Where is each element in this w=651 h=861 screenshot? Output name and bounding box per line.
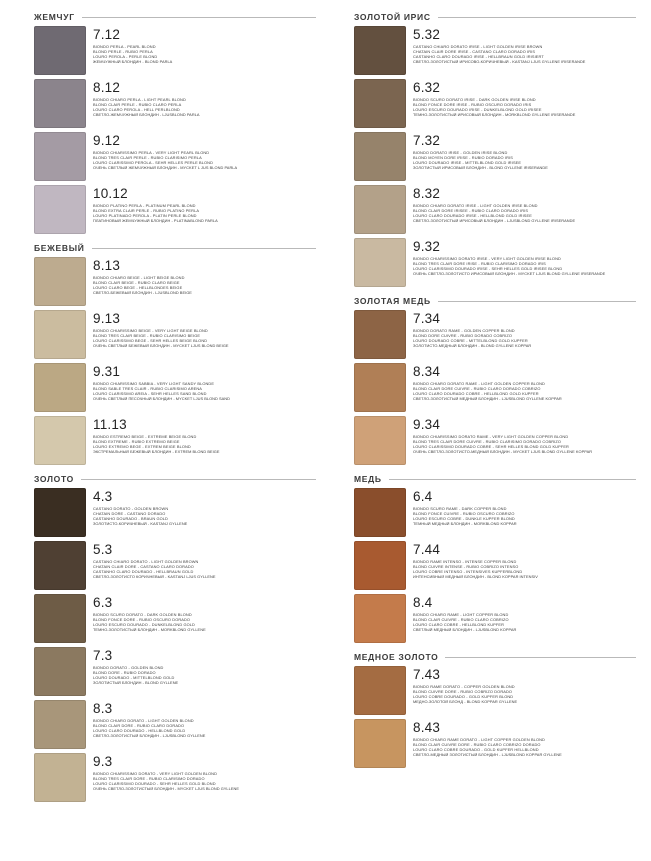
shade-description-line: BIONDO CHIARO DORATO - LIGHT GOLDEN BLOND (93, 719, 194, 723)
shade-descriptions (413, 685, 636, 705)
shade-descriptions (413, 151, 636, 171)
shade-code: 7.12 (93, 27, 121, 42)
shade-descriptions (413, 435, 636, 455)
color-swatch (354, 238, 406, 287)
shade-description-line: ЗОЛОТИСТЫЙ БЛОНДИН - BLOND GYLLENE (93, 680, 179, 685)
color-swatch (34, 416, 86, 465)
shade-code: 9.3 (93, 754, 113, 769)
shade-description-line: LOURO COBRE INTENSO - INTENSIVES KUPFERBLOND (413, 569, 523, 574)
shade-info (86, 26, 316, 65)
shade-info (406, 26, 636, 65)
shade-code: 9.32 (413, 239, 441, 254)
shade-description-line: LOURO CLARISSIMO AREIA - SEHR HELLES SAND BLOND (93, 391, 207, 396)
shade-description-line: BIONDO RAME DORATO - COPPER GOLDEN BLOND (413, 685, 515, 689)
color-swatch (354, 132, 406, 181)
shade-description-line: CHATAIN CLAIR DORE - CASTANO CLARO DORADO (93, 564, 194, 569)
shade-description-line: BIONDO DORATO IRISE - GOLDEN IRISE BLOND (413, 151, 508, 155)
group-title: МЕДЬ (354, 474, 382, 484)
shade-descriptions (93, 666, 316, 686)
shade-description-line: LOURO COBRE DOURADO - GOLD KUPFER BLOND (413, 694, 514, 699)
shade-row (330, 416, 636, 468)
shade-description-line: BIONDO CHIARO DORATO RAME - LIGHT GOLDEN COPPER BLOND (413, 382, 545, 386)
shade-description-line: СВЕТЛО-БЕЖЕВЫЙ БЛОНДИН - LJUSBLOND BEIGE (93, 290, 192, 295)
shade-code: 8.4 (413, 595, 433, 610)
shade-description-line: СВЕТЛО-ЗОЛОТИСТО КОРИЧНЕВЫЙ - KASTANJ LJUS GYLLENE (93, 574, 216, 579)
shade-description-line: BLOND DORE CUIVRE - RUBIO DORADO COBRIZO (413, 333, 513, 338)
shade-description-line: СВЕТЛО-ЗОЛОТИСТЫЙ ИРИСОВО-КОРИЧНЕВЫЙ - KASTANJ LJUS GYLLENE IRISERANDE (413, 59, 586, 64)
color-swatch (34, 363, 86, 412)
left-column (10, 6, 316, 861)
shade-description-line: BIONDO SCURO DORATO - DARK GOLDEN BLOND (93, 613, 192, 617)
shade-description-line: ТЕМНО-ЗОЛОТИСТЫЙ ИРИСОВЫЙ БЛОНДИН - MORKBLOND GYLLENE IRISERANDE (413, 112, 576, 117)
shade-descriptions (93, 98, 316, 118)
shade-description-line: BLOND CUIVRE DORE - RUBIO COBRIZO DORADO (413, 689, 513, 694)
shade-info (406, 541, 636, 580)
shade-code: 8.12 (93, 80, 121, 95)
shade-description-line: LOURO CLARO PEROLA - HELL PERLBLOND (93, 107, 180, 112)
group-divider (92, 248, 316, 249)
shade-row (330, 666, 636, 718)
shade-description-line: ОЧЕНЬ СВЕТЛЫЙ БЕЖЕВЫЙ БЛОНДИН - MYCKET LJUS BLOND BEIGE (93, 343, 229, 348)
shade-description-line: BIONDO CHIARISSIMO DORATO - VERY LIGHT GOLDEN BLOND (93, 772, 218, 776)
shade-info (86, 79, 316, 118)
shade-info (86, 363, 316, 402)
shade-description-line: LOURO PLATINADO PEROLA - PLATIN PERLE BLOND (93, 213, 197, 218)
right-column (330, 6, 636, 861)
shade-description-line: ИНТЕНСИВНЫЙ МЕДНЫЙ БЛОНДИН - BLOND KOPPAR INTENSIV (413, 574, 538, 579)
shade-descriptions (413, 738, 636, 758)
shade-description-line: ОЧЕНЬ СВЕТЛО-ЗОЛОТИСТЫЙ БЛОНДИН - MYCKET LJUS BLOND GYLLENE (93, 786, 239, 791)
shade-code: 8.32 (413, 186, 441, 201)
shade-info (406, 363, 636, 402)
shade-info (86, 310, 316, 349)
shade-code: 8.43 (413, 720, 441, 735)
shade-description-line: LOURO ESCURO DOURADO IRISE - DUNKELBLOND GOLD IRISEE (413, 107, 542, 112)
group-divider (438, 17, 636, 18)
shade-row (330, 594, 636, 646)
color-swatch (354, 416, 406, 465)
shade-description-line: LOURO DOURADO COBRE - MITTELBLOND GOLD KUPFER (413, 338, 528, 343)
shade-code: 9.34 (413, 417, 441, 432)
shade-description-line: СВЕТЛЫЙ МЕДНЫЙ БЛОНДИН - LJUSBLOND KOPPAR (413, 627, 517, 632)
shade-description-line: LOURO CLARO DOURADO COBRE - HELLBLOND GOLD KUPFER (413, 391, 539, 396)
shade-descriptions (93, 45, 316, 65)
shade-descriptions (93, 772, 316, 792)
shade-description-line: BLOND TRES CLAIR PERLE - RUBIO CLARISIMO PERLA (93, 155, 202, 160)
group-header (354, 652, 636, 662)
shade-description-line: СВЕТЛО-ЖЕМЧУЖНЫЙ БЛОНДИН - LJUSBLOND PARLA (93, 112, 200, 117)
color-swatch (34, 257, 86, 306)
shade-description-line: BLOND CLAIR DORE CUIVRE - RUBIO CLARO DORADO COBRIZO (413, 386, 541, 391)
shade-description-line: CASTANHO CLARO DOURADO IRISE - HELLBRAUN GOLD IRISIERT (413, 54, 544, 59)
shade-description-line: CASTANO DORATO - GOLDEN BROWN (93, 507, 169, 511)
color-swatch (354, 363, 406, 412)
shade-description-line: CASTANO CHIARO DORATO - LIGHT GOLDEN BROWN (93, 560, 199, 564)
shade-description-line: BIONDO CHIARO BEIGE - LIGHT BEIGE BLOND (93, 276, 185, 280)
shade-description-line: BLOND PERLE - RUBIO PERLA (93, 49, 153, 54)
shade-description-line: BLOND MOYEN DORE IRISE - RUBIO DORADO IRIS (413, 155, 513, 160)
shade-descriptions (413, 507, 636, 527)
shade-description-line: BLOND CLAIR PERLE - RUBIO CLARO PERLA (93, 102, 182, 107)
shade-description-line: BLOND DORE - RUBIO DORADO (93, 670, 156, 675)
shade-description-line: BIONDO CHIARISSIMO BEIGE - VERY LIGHT BEIGE BLOND (93, 329, 208, 333)
shade-info (406, 416, 636, 455)
color-swatch (34, 26, 86, 75)
shade-row (10, 541, 316, 593)
shade-info (406, 488, 636, 527)
shade-description-line: ЖЕМЧУЖНЫЙ БЛОНДИН - BLOND PARLA (93, 59, 173, 64)
shade-row (10, 79, 316, 131)
shade-descriptions (93, 507, 316, 527)
shade-description-line: ТЕМНЫЙ МЕДНЫЙ БЛОНДИН - MORKBLOND KOPPAR (413, 521, 517, 526)
shade-group (10, 12, 316, 237)
color-swatch (354, 541, 406, 590)
shade-description-line: LOURO CLARISSIMO DOURADO COBRE - SEHR HELLES BLOND GOLD KUPFER (413, 444, 569, 449)
group-header (354, 296, 636, 306)
group-title: БЕЖЕВЫЙ (34, 243, 85, 253)
shade-description-line: LOURO CLARO BEGE - HELLBLONDES BEIGE (93, 285, 183, 290)
color-swatch (34, 594, 86, 643)
group-title: ЗОЛОТАЯ МЕДЬ (354, 296, 431, 306)
shade-row (10, 132, 316, 184)
shade-row (10, 257, 316, 309)
shade-descriptions (413, 204, 636, 224)
shade-description-line: ЗОЛОТИСТО-КОРИЧНЕВЫЙ - KASTANJ GYLLENE (93, 521, 188, 526)
shade-descriptions (93, 719, 316, 739)
shade-row (330, 185, 636, 237)
shade-description-line: LOURO EXTREMO BEGE - EXTREM BEIGE BLOND (93, 444, 191, 449)
shade-descriptions (93, 382, 316, 402)
shade-description-line: ОЧЕНЬ СВЕТЛЫЙ ЖЕМЧУЖНЫЙ БЛОНДИН - MYCKET L JUS BLOND PARLA (93, 165, 238, 170)
shade-code: 5.3 (93, 542, 113, 557)
shade-row (330, 26, 636, 78)
shade-description-line: BLOND CUIVRE INTENSE - RUBIO COBRIZO INTENSO (413, 564, 519, 569)
shade-code: 11.13 (93, 417, 127, 432)
shade-description-line: ТЕМНО-ЗОЛОТИСТЫЙ БЛОНДИН - MORKBLOND GYLLENE (93, 627, 206, 632)
shade-row (10, 26, 316, 78)
shade-description-line: BIONDO SCURO DORATO IRISE - DARK GOLDEN IRISE BLOND (413, 98, 536, 102)
shade-description-line: LOURO ESCURO DOURADO - DUNKELBLOND GOLD (93, 622, 195, 627)
shade-description-line: LOURO CLARISSIMO DOURADO - SEHR HELLES GOLD BLOND (93, 781, 216, 786)
shade-description-line: BIONDO CHIARISSIMO DORATO IRISE - VERY LIGHT GOLDEN IRISE BLOND (413, 257, 561, 261)
shade-row (330, 541, 636, 593)
shade-row (330, 719, 636, 771)
shade-description-line: BLOND EXTRA CLAIR PERLE - RUBIO PLATINO PERLA (93, 208, 200, 213)
group-title: ЖЕМЧУГ (34, 12, 75, 22)
shade-description-line: LOURO CLARO COBRE DOURADO - GOLD KUPFER HELLBLOND (413, 747, 539, 752)
shade-description-line: LOURO CLARO COBRE - HELLBLOND KUPFER (413, 622, 505, 627)
shade-code: 10.12 (93, 186, 128, 201)
shade-code: 7.44 (413, 542, 441, 557)
shade-code: 5.32 (413, 27, 441, 42)
shade-code: 9.31 (93, 364, 121, 379)
color-swatch (354, 310, 406, 359)
shade-description-line: CASTANHO DOURADO - BRAUN GOLD (93, 516, 168, 521)
shade-description-line: BLOND CLAIR CUIVRE - RUBIO CLARO COBRIZO (413, 617, 509, 622)
shade-description-line: ОЧЕНЬ СВЕТЛО-ЗОЛОТИСТО-МЕДНЫЙ БЛОНДИН - MYCKET LJUS BLOND GYLLENE KOPPAR (413, 449, 593, 454)
shade-group (330, 474, 636, 646)
shade-row (10, 753, 316, 805)
shade-row (330, 363, 636, 415)
shade-description-line: СВЕТЛО-ЗОЛОТИСТЫЙ ИРИСОВЫЙ БЛОНДИН - LJUSBLOND GYLLENE IRISERANDE (413, 218, 576, 223)
group-divider (81, 479, 316, 480)
shade-row (10, 310, 316, 362)
shade-description-line: ОЧЕНЬ СВЕТЛЫЙ ПЕСОЧНЫЙ БЛОНДИН - MYCKET LJUS BLOND SAND (93, 396, 231, 401)
shade-description-line: BIONDO PERLA - PEARL BLOND (93, 45, 156, 49)
shade-group (330, 652, 636, 771)
color-swatch (34, 753, 86, 802)
shade-info (406, 79, 636, 118)
shade-group (330, 296, 636, 468)
shade-description-line: LOURO DOURADO IRISE - MITTELBLOND GOLD IRISEE (413, 160, 522, 165)
shade-description-line: CASTANHO CLARO DOURADO - HELLBRAUN GOLD (93, 569, 194, 574)
shade-row (330, 310, 636, 362)
shade-description-line: МЕДНО-ЗОЛОТОЙ БЛОНД - BLOND KOPPAR GYLLENE (413, 699, 518, 704)
shade-code: 8.34 (413, 364, 441, 379)
shade-descriptions (413, 613, 636, 633)
shade-description-line: BLOND TRES CLAIR DORE IRISE - RUBIO CLARISIMO DORADO IRIS (413, 261, 546, 266)
shade-description-line: BIONDO CHIARO DORATO IRISE - LIGHT GOLDEN IRISE BLOND (413, 204, 538, 208)
shade-info (406, 310, 636, 349)
color-swatch (34, 647, 86, 696)
shade-info (406, 185, 636, 224)
group-title: МЕДНОЕ ЗОЛОТО (354, 652, 439, 662)
shade-description-line: BLOND CLAIR BEIGE - RUBIO CLARO BEIGE (93, 280, 180, 285)
shade-info (86, 647, 316, 686)
shade-descriptions (93, 560, 316, 580)
shade-description-line: BLOND TRES CLAIR DORE - RUBIO CLARISIMO DORADO (93, 776, 205, 781)
shade-description-line: ПЛАТИНОВЫЙ ЖЕМЧУЖНЫЙ БЛОНДИН - PLATINABLOND PARLA (93, 218, 218, 223)
group-title: ЗОЛОТОЙ ИРИС (354, 12, 431, 22)
shade-description-line: BLOND TRES CLAIR BEIGE - RUBIO CLARISIMO BEIGE (93, 333, 201, 338)
shade-row (330, 132, 636, 184)
shade-info (406, 666, 636, 705)
color-swatch (354, 185, 406, 234)
color-swatch (34, 185, 86, 234)
shade-info (406, 132, 636, 171)
shade-code: 7.43 (413, 667, 441, 682)
shade-code: 8.13 (93, 258, 121, 273)
shade-info (406, 238, 636, 277)
shade-group (330, 12, 636, 290)
shade-description-line: BIONDO CHIARO RAME - LIGHT COPPER BLOND (413, 613, 509, 617)
shade-description-line: BIONDO DORATO - GOLDEN BLOND (93, 666, 164, 670)
shade-description-line: BIONDO CHIARO RAME DORATO - LIGHT COPPER GOLDEN BLOND (413, 738, 545, 742)
group-divider (389, 479, 636, 480)
color-swatch (354, 594, 406, 643)
shade-description-line: BLOND TRES CLAIR DORE CUIVRE - RUBIO CLARISIMO DORADO COBRIZO (413, 439, 561, 444)
shade-descriptions (93, 613, 316, 633)
shade-row (330, 488, 636, 540)
color-swatch (354, 719, 406, 768)
shade-descriptions (413, 98, 636, 118)
shade-row (10, 185, 316, 237)
shade-descriptions (413, 560, 636, 580)
shade-description-line: CASTANO CHIARO DORATO IRISE - LIGHT GOLDEN IRISE BROWN (413, 45, 543, 49)
color-swatch (34, 310, 86, 359)
shade-row (330, 238, 636, 290)
shade-descriptions (93, 151, 316, 171)
shade-description-line: BIONDO PLATINO PERLA - PLATINUM PEARL BLOND (93, 204, 196, 208)
color-swatch (34, 79, 86, 128)
shade-description-line: СВЕТЛО-МЕДНЫЙ ЗОЛОТИСТЫЙ БЛОНДИН - LJUSBLOND KOPPAR GYLLENE (413, 752, 562, 757)
shade-code: 9.13 (93, 311, 121, 326)
shade-info (86, 185, 316, 224)
color-swatch (354, 666, 406, 715)
shade-description-line: LOURO CLARO DOURADO IRISE - HELLBLOND GOLD IRISEE (413, 213, 532, 218)
shade-description-line: BLOND CLAIR DORE IRISEE - RUBIO CLARO DORADO IRIS (413, 208, 529, 213)
color-swatch (354, 79, 406, 128)
shade-code: 6.32 (413, 80, 441, 95)
shade-info (86, 416, 316, 455)
shade-code: 9.12 (93, 133, 121, 148)
shade-info (86, 594, 316, 633)
shade-description-line: BLOND CLAIR DORE - RUBIO CLARO DORADO (93, 723, 185, 728)
group-header (34, 12, 316, 22)
shade-code: 4.3 (93, 489, 113, 504)
group-header (354, 12, 636, 22)
shade-code: 6.3 (93, 595, 113, 610)
shade-description-line: BLOND FONCE CUIVRE - RUBIO OSCURO COBRIZO (413, 511, 515, 516)
shade-row (10, 594, 316, 646)
shade-row (10, 363, 316, 415)
shade-description-line: LOURO PEROLA - PERLE BLOND (93, 54, 158, 59)
shade-code: 7.3 (93, 648, 113, 663)
shade-description-line: СВЕТЛО-ЗОЛОТИСТЫЙ БЛОНДИН - LJUSBLOND GYLLENE (93, 733, 206, 738)
shade-description-line: CHATAIN DORE - CASTANO DORADO (93, 511, 166, 516)
shade-info (86, 700, 316, 739)
shade-row (10, 416, 316, 468)
shade-descriptions (413, 329, 636, 349)
shade-code: 6.4 (413, 489, 433, 504)
shade-row (330, 79, 636, 131)
color-swatch (34, 541, 86, 590)
shade-descriptions (93, 329, 316, 349)
shade-group (10, 243, 316, 468)
shade-code: 8.3 (93, 701, 113, 716)
shade-description-line: LOURO CLARISSIMO PEROLA - SEHR HELLES PERLE BLOND (93, 160, 214, 165)
shade-description-line: BIONDO DORATO RAME - GOLDEN COPPER BLOND (413, 329, 515, 333)
shade-descriptions (93, 435, 316, 455)
shade-description-line: LOURO CLARO DOURADO - HELLBLOND GOLD (93, 728, 186, 733)
shade-descriptions (93, 204, 316, 224)
shade-descriptions (93, 276, 316, 296)
group-divider (82, 17, 316, 18)
shade-description-line: ЗОЛОТИСТО-МЕДНЫЙ БЛОНДИН - BLOND GYLLENE KOPPAR (413, 343, 532, 348)
shade-description-line: BIONDO SCURO RAME - DARK COPPER BLOND (413, 507, 507, 511)
shade-description-line: ЭКСТРЕМАЛЬНЫЙ БЕЖЕВЫЙ БЛОНДИН - EXTREM BLOND BEIGE (93, 449, 220, 454)
shade-description-line: BIONDO RAME INTENSO - INTENSE COPPER BLOND (413, 560, 517, 564)
group-header (34, 474, 316, 484)
shade-description-line: СВЕТЛО-ЗОЛОТИСТЫЙ МЕДНЫЙ БЛОНДИН - LJUSBLOND GYLLENE KOPPAR (413, 396, 562, 401)
shade-row (10, 700, 316, 752)
shade-description-line: BLOND EXTREME - RUBIO EXTREMO BEIGE (93, 439, 180, 444)
shade-info (86, 132, 316, 171)
color-swatch (34, 132, 86, 181)
shade-description-line: BIONDO ESTREMO BEIGE - EXTREME BEIGE BLOND (93, 435, 197, 439)
shade-info (86, 541, 316, 580)
shade-description-line: BLOND SABLE TRES CLAIR - RUBIO CLARISIMO ARENA (93, 386, 203, 391)
shade-description-line: BIONDO CHIARISSIMO DORATO RAME - VERY LIGHT GOLDEN COPPER BLOND (413, 435, 569, 439)
shade-row (10, 488, 316, 540)
shade-description-line: BLOND CLAIR CUIVRE DORE - RUBIO CLARO COBRIZO DORADO (413, 742, 541, 747)
shade-group (10, 474, 316, 805)
shade-info (86, 753, 316, 792)
shade-description-line: BIONDO CHIARISSIMO PERLA - VERY LIGHT PEARL BLOND (93, 151, 210, 155)
group-divider (445, 657, 636, 658)
shade-info (86, 488, 316, 527)
shade-description-line: LOURO ESCURO COBRE - DUNKLE KUPFER BLOND (413, 516, 515, 521)
shade-description-line: CHATAIN CLAIR DORE IRISE - CASTANO CLARO DORADO IRIS (413, 49, 536, 54)
shade-description-line: LOURO CLARISSIMO BEGE - SEHR HELLES BEIGE BLOND (93, 338, 208, 343)
group-header (34, 243, 316, 253)
shade-code: 7.34 (413, 311, 441, 326)
shade-description-line: BIONDO CHIARO PERLA - LIGHT PEARL BLOND (93, 98, 186, 102)
color-swatch (354, 488, 406, 537)
shade-description-line: ОЧЕНЬ СВЕТЛО-ЗОЛОТИСТО ИРИСОВЫЙ БЛОНДИН - MYCKET LJUS BLOND GYLLENE IRISERANDE (413, 271, 606, 276)
color-swatch (34, 700, 86, 749)
shade-description-line: BIONDO CHIARISSIMO SABBIA - VERY LIGHT SANDY BLONDE (93, 382, 215, 386)
group-title: ЗОЛОТО (34, 474, 74, 484)
shade-info (86, 257, 316, 296)
color-swatch (34, 488, 86, 537)
color-swatch (354, 26, 406, 75)
group-header (354, 474, 636, 484)
shade-info (406, 594, 636, 633)
shade-description-line: BLOND FONCE DORE - RUBIO OSCURO DORADO (93, 617, 191, 622)
shade-description-line: ЗОЛОТИСТЫЙ ИРИСОВЫЙ БЛОНДИН - BLOND GYLLENE IRISERANDE (413, 165, 548, 170)
shade-description-line: BLOND FONCE DORE IRISE - RUBIO OSCURO DORADO IRIS (413, 102, 532, 107)
shade-code: 7.32 (413, 133, 441, 148)
group-divider (438, 301, 636, 302)
shade-descriptions (413, 382, 636, 402)
shade-description-line: LOURO DOURADO - MITTELBLOND GOLD (93, 675, 175, 680)
shade-info (406, 719, 636, 758)
shade-descriptions (413, 257, 636, 277)
shade-row (10, 647, 316, 699)
shade-descriptions (413, 45, 636, 65)
shade-description-line: LOURO CLARISSIMO DOURADO IRISE - SEHR HELLES GOLD IRISEE BLOND (413, 266, 563, 271)
